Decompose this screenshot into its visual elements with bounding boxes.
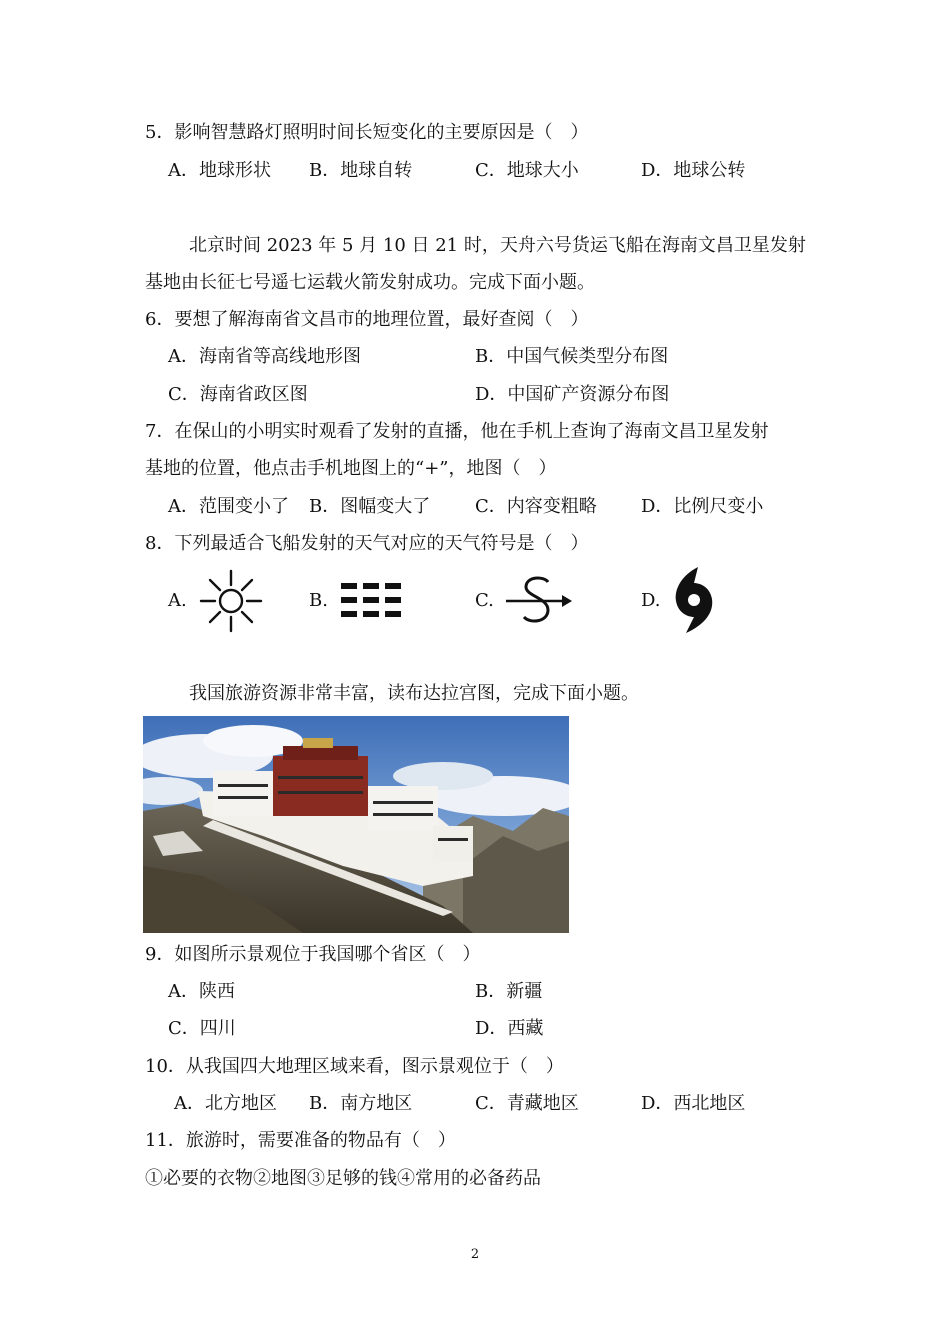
page-number: 2: [470, 1247, 480, 1262]
q7-line2: 基地的位置，他点击手机地图上的“+”，地图（ ）: [145, 458, 557, 479]
q11-stem: 11．旅游时，需要准备的物品有（ ）: [145, 1130, 456, 1151]
q8-option-d-label: D.: [641, 590, 661, 611]
q9-option-a: A．陕西: [168, 981, 235, 1002]
q7-line1: 7．在保山的小明实时观看了发射的直播，他在手机上查询了海南文昌卫星发射: [145, 421, 769, 442]
intro1-line1: 北京时间 2023 年 5 月 10 日 21 时，天舟六号货运飞船在海南文昌卫星发射: [189, 235, 806, 256]
q6-option-b: B．中国气候类型分布图: [475, 346, 669, 367]
q8-option-a-label: A.: [168, 590, 187, 611]
q7-option-a: A．范围变小了: [168, 496, 289, 517]
q5-option-d: D．地球公转: [641, 160, 746, 181]
sun-icon: [198, 569, 264, 633]
intro2: 我国旅游资源非常丰富，读布达拉宫图，完成下面小题。: [189, 683, 639, 704]
q8-option-b-label: B.: [309, 590, 328, 611]
q5-option-a: A．地球形状: [168, 160, 271, 181]
q10-option-a: A．北方地区: [174, 1093, 277, 1114]
q10-option-b: B．南方地区: [309, 1093, 413, 1114]
intro1-line2: 基地由长征七号遥七运载火箭发射成功。完成下面小题。: [145, 272, 595, 293]
q7-option-d: D．比例尺变小: [641, 496, 764, 517]
q11-items: ①必要的衣物②地图③足够的钱④常用的必备药品: [145, 1168, 541, 1189]
q7-option-b: B．图幅变大了: [309, 496, 431, 517]
q9-option-d: D．西藏: [475, 1018, 544, 1039]
sandstorm-icon: [506, 574, 572, 626]
q9-stem: 9．如图所示景观位于我国哪个省区（ ）: [145, 944, 481, 965]
fog-icon: [340, 581, 404, 621]
q5-option-c: C．地球大小: [475, 160, 579, 181]
q6-stem: 6．要想了解海南省文昌市的地理位置，最好查阅（ ）: [145, 309, 589, 330]
q10-option-d: D．西北地区: [641, 1093, 746, 1114]
typhoon-icon: [672, 565, 716, 635]
q6-option-a: A．海南省等高线地形图: [168, 346, 361, 367]
q8-stem: 8．下列最适合飞船发射的天气对应的天气符号是（ ）: [145, 533, 589, 554]
potala-palace-photo: [143, 716, 569, 933]
q8-option-c-label: C.: [475, 590, 494, 611]
q9-option-b: B．新疆: [475, 981, 543, 1002]
q5-stem: 5．影响智慧路灯照明时间长短变化的主要原因是（ ）: [145, 122, 589, 143]
q6-option-c: C．海南省政区图: [168, 384, 308, 405]
q10-stem: 10．从我国四大地理区域来看，图示景观位于（ ）: [145, 1056, 564, 1077]
q9-option-c: C．四川: [168, 1018, 236, 1039]
q5-option-b: B．地球自转: [309, 160, 413, 181]
q10-option-c: C．青藏地区: [475, 1093, 579, 1114]
q6-option-d: D．中国矿产资源分布图: [475, 384, 670, 405]
q7-option-c: C．内容变粗略: [475, 496, 597, 517]
